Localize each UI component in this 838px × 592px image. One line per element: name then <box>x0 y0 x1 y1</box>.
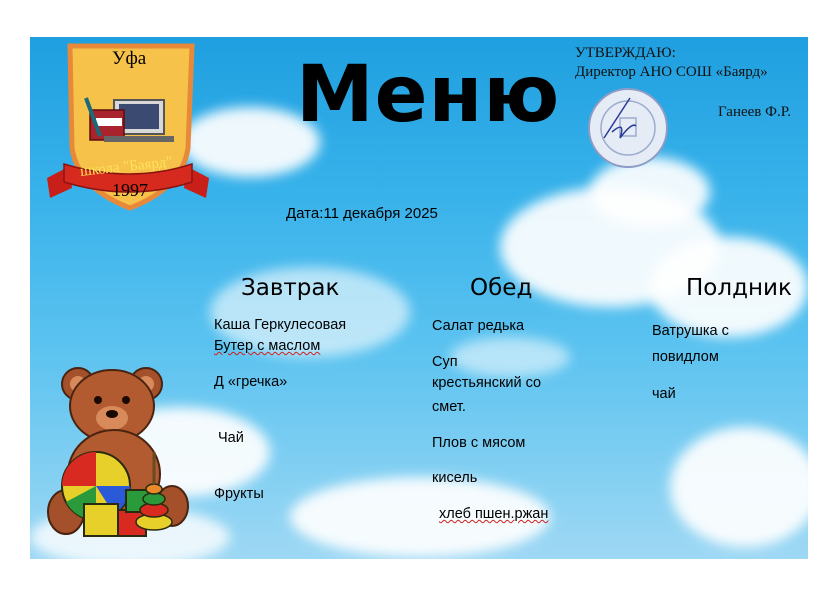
lunch-item: кисель <box>432 470 478 486</box>
snack-item: Ватрушка с <box>652 323 729 339</box>
lunch-item: хлеб пшен.ржан <box>439 506 549 522</box>
lunch-item: смет. <box>432 399 466 415</box>
breakfast-item: Фрукты <box>214 486 264 502</box>
lunch-item: Плов с мясом <box>432 435 526 451</box>
breakfast-item: Каша Геркулесовая <box>214 317 347 333</box>
emblem-city: Уфа <box>112 48 147 69</box>
signature <box>596 92 646 144</box>
approval-signer: Ганеев Ф.Р. <box>718 104 791 120</box>
lunch-item: Салат редька <box>432 318 525 334</box>
breakfast-item: Д «гречка» <box>214 374 288 390</box>
breakfast-item: Чай <box>218 430 244 446</box>
snack-item: повидлом <box>652 349 719 365</box>
approval-line-1: УТВЕРЖДАЮ: <box>575 45 676 61</box>
lunch-heading: Обед <box>470 275 533 301</box>
breakfast-heading: Завтрак <box>241 275 340 301</box>
page-title: Меню <box>296 50 561 140</box>
teddy-bear-icon <box>44 362 194 542</box>
breakfast-item: Бутер с маслом <box>214 338 321 354</box>
emblem-year: 1997 <box>112 180 148 200</box>
lunch-item: Суп <box>432 354 458 370</box>
snack-heading: Полдник <box>686 275 792 301</box>
lunch-item: крестьянский со <box>432 375 542 391</box>
snack-item: чай <box>652 386 676 402</box>
menu-date: Дата:11 декабря 2025 <box>286 205 438 222</box>
approval-line-2: Директор АНО СОШ «Баярд» <box>575 64 768 80</box>
emblem-school-name: школа "Баярд" <box>79 154 174 180</box>
